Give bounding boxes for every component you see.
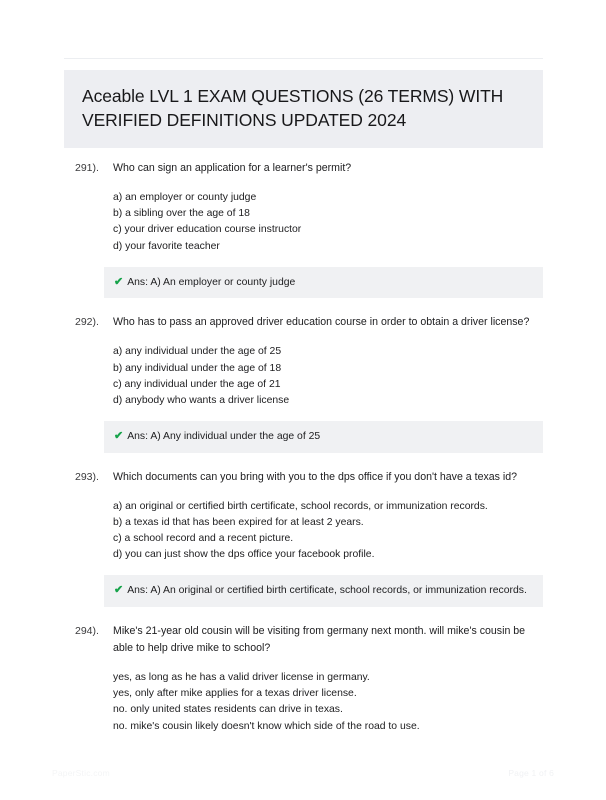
page-footer [0, 766, 606, 786]
option-list [113, 499, 543, 564]
option-item[interactable]: b) a sibling over the age of 18 [113, 208, 250, 220]
option-item[interactable]: c) a school record and a recent picture. [113, 533, 294, 545]
check-icon: ✔ [114, 584, 124, 597]
answer-text: Ans: A) An employer or county judge [127, 276, 296, 288]
answer-line [114, 429, 533, 445]
header-divider [64, 58, 543, 59]
question-text: Mike's 21-year old cousin will be visiting from germany next month. will mike's cousin be able to help drive mike to school? [113, 624, 526, 654]
document-title-banner [64, 70, 543, 148]
option-item[interactable]: b) any individual under the age of 18 [113, 362, 282, 374]
answer-text: Ans: A) An original or certified birth certificate, school records, or immunization records. [127, 585, 527, 597]
page-title: Aceable LVL 1 EXAM QUESTIONS (26 TERMS) WITH VERIFIED DEFINITIONS UPDATED 2024 [82, 86, 504, 130]
option-item[interactable]: d) you can just show the dps office your facebook profile. [113, 549, 375, 561]
option-item[interactable]: yes, only after mike applies for a texas driver license. [113, 688, 357, 700]
option-item[interactable]: a) any individual under the age of 25 [113, 346, 282, 358]
question-block [0, 314, 606, 452]
answer-text: Ans: A) Any individual under the age of 25 [127, 431, 321, 443]
question-text: Who can sign an application for a learner's permit? [113, 162, 352, 174]
question-header [0, 314, 606, 331]
question-header [0, 160, 606, 177]
watermark: PaperStic.com [52, 768, 110, 778]
option-item[interactable]: no. mike's cousin likely doesn't know which side of the road to use. [113, 720, 420, 732]
question-block [0, 160, 606, 298]
answer-box [104, 421, 543, 453]
option-item[interactable]: d) anybody who wants a driver license [113, 394, 290, 406]
check-icon: ✔ [114, 275, 124, 288]
question-number: 292). [75, 316, 99, 329]
option-item[interactable]: a) an original or certified birth certificate, school records, or immunization records. [113, 500, 488, 512]
questions-container [0, 160, 606, 751]
answer-box [104, 267, 543, 299]
option-list [113, 344, 543, 409]
page-number: Page 1 of 6 [508, 768, 554, 778]
question-number: 291). [75, 162, 99, 174]
answer-line [114, 275, 533, 291]
option-item[interactable]: yes, as long as he has a valid driver license in germany. [113, 671, 370, 683]
option-list [113, 670, 543, 735]
question-number: 293). [75, 470, 99, 483]
check-icon: ✔ [114, 430, 124, 443]
option-item[interactable]: b) a texas id that has been expired for at least 2 years. [113, 516, 364, 528]
question-text: Which documents can you bring with you to the dps office if you don't have a texas id? [113, 470, 518, 483]
question-header [0, 623, 606, 657]
option-item[interactable]: no. only united states residents can drive in texas. [113, 704, 343, 716]
question-header [0, 469, 606, 486]
option-list [113, 190, 543, 255]
option-item[interactable]: a) an employer or county judge [113, 192, 257, 203]
option-item[interactable]: d) your favorite teacher [113, 240, 220, 252]
question-number: 294). [75, 624, 99, 637]
question-block [0, 469, 606, 607]
answer-box [104, 575, 543, 607]
answer-line [114, 583, 533, 599]
option-item[interactable]: c) your driver education course instructor [113, 224, 302, 236]
question-block [0, 623, 606, 735]
question-text: Who has to pass an approved driver education course in order to obtain a driver license? [113, 316, 530, 329]
option-item[interactable]: c) any individual under the age of 21 [113, 378, 281, 390]
